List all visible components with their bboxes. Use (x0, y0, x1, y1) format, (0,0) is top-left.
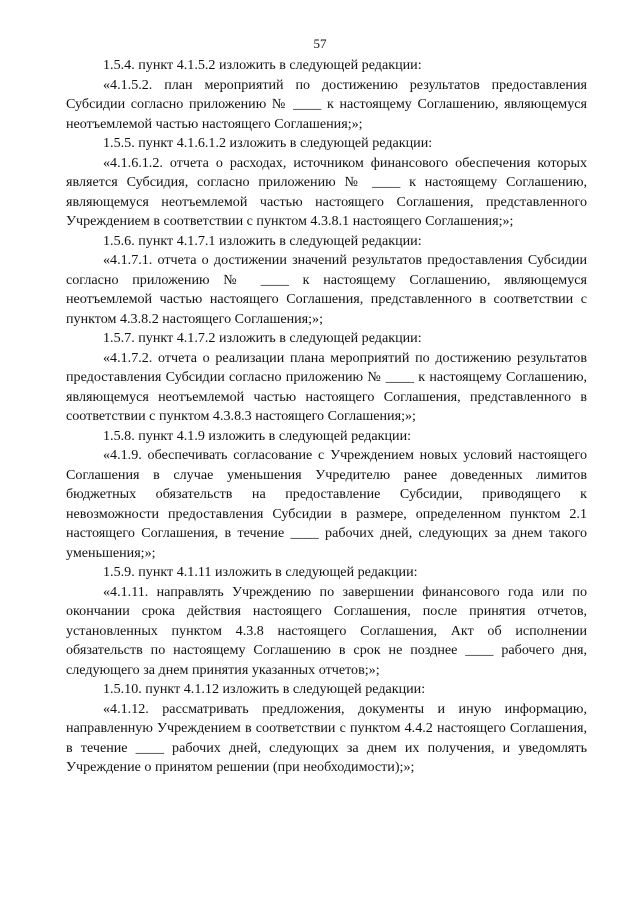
page-number: 57 (313, 36, 327, 51)
paragraph-1-5-10: 1.5.10. пункт 4.1.12 изложить в следующей редакции: (103, 681, 426, 697)
paragraph-1-5-8: 1.5.8. пункт 4.1.9 изложить в следующей редакции: (103, 427, 412, 444)
paragraph-1-5-9: 1.5.9. пункт 4.1.11 изложить в следующей редакции: (103, 564, 418, 580)
paragraph-1-5-4: 1.5.4. пункт 4.1.5.2 изложить в следующей редакции: (103, 57, 422, 73)
paragraph-4-1-7-2: «4.1.7.2. отчета о реализации плана мероприятий по достижению результатов предоставления Субсидии согласно приложению № ____ к настоящему Соглашению, являющемуся неотъемлемой частью настоящего Соглашения, представленного в соответствии с пунктом 4.3.8.3 настоящего Соглашения;»; (66, 349, 587, 424)
paragraph-1-5-5: 1.5.5. пункт 4.1.6.1.2 изложить в следующей редакции: (103, 135, 433, 151)
paragraph-4-1-5-2: «4.1.5.2. план мероприятий по достижению результатов предоставления Субсидии согласно приложению № ____ к настоящему Соглашению, являющемуся неотъемлемой частью настоящего Соглашения;»; (66, 76, 587, 132)
paragraph-1-5-6: 1.5.6. пункт 4.1.7.1 изложить в следующей редакции: (103, 232, 422, 249)
paragraph-4-1-9: «4.1.9. обеспечивать согласование с Учреждением новых условий настоящего Соглашения в случае уменьшения Учредителю ранее доведенных лимитов бюджетных обязательств на предоставление Субсидии, приводящего к невозможности предоставления Субсидии в размере, определенном пунктом 2.1 настоящего Соглашения, в течение ____ рабочих дней, следующих за днем такого уменьшения;»; (66, 447, 587, 561)
paragraph-4-1-7-1: «4.1.7.1. отчета о достижении значений результатов предоставления Субсидии согласно приложению № ____ к настоящему Соглашению, являющемуся неотъемлемой частью настоящего Соглашения, представленного в соответствии с пунктом 4.3.8.2 настоящего Соглашения;»; (66, 252, 587, 327)
paragraph-4-1-6-1-2: «4.1.6.1.2. отчета о расходах, источником финансового обеспечения которых является Субсидия, согласно приложению № ____ к настоящему Соглашению, являющемуся неотъемлемой частью настоящего Соглашения, представленного Учреждением в соответствии с пунктом 4.3.8.1 настоящего Соглашения;»; (66, 154, 587, 229)
document-body (66, 56, 587, 778)
paragraph-4-1-12: «4.1.12. рассматривать предложения, документы и иную информацию, направленную Учреждением в соответствии с пунктом 4.4.2 настоящего Соглашения, в течение ____ рабочих дней, следующих за днем их получения, и уведомлять Учреждение о принятом решении (при необходимости);»; (66, 700, 587, 775)
paragraph-4-1-11: «4.1.11. направлять Учреждению по завершении финансового года или по окончании срока действия настоящего Соглашения, после принятия отчетов, установленных пунктом 4.3.8 настоящего Соглашения, Акт об исполнении обязательств по настоящему Соглашению в срок не позднее ____ рабочего дня, следующего за днем принятия указанных отчетов;»; (66, 583, 587, 678)
paragraph-1-5-7: 1.5.7. пункт 4.1.7.2 изложить в следующей редакции: (103, 330, 422, 346)
